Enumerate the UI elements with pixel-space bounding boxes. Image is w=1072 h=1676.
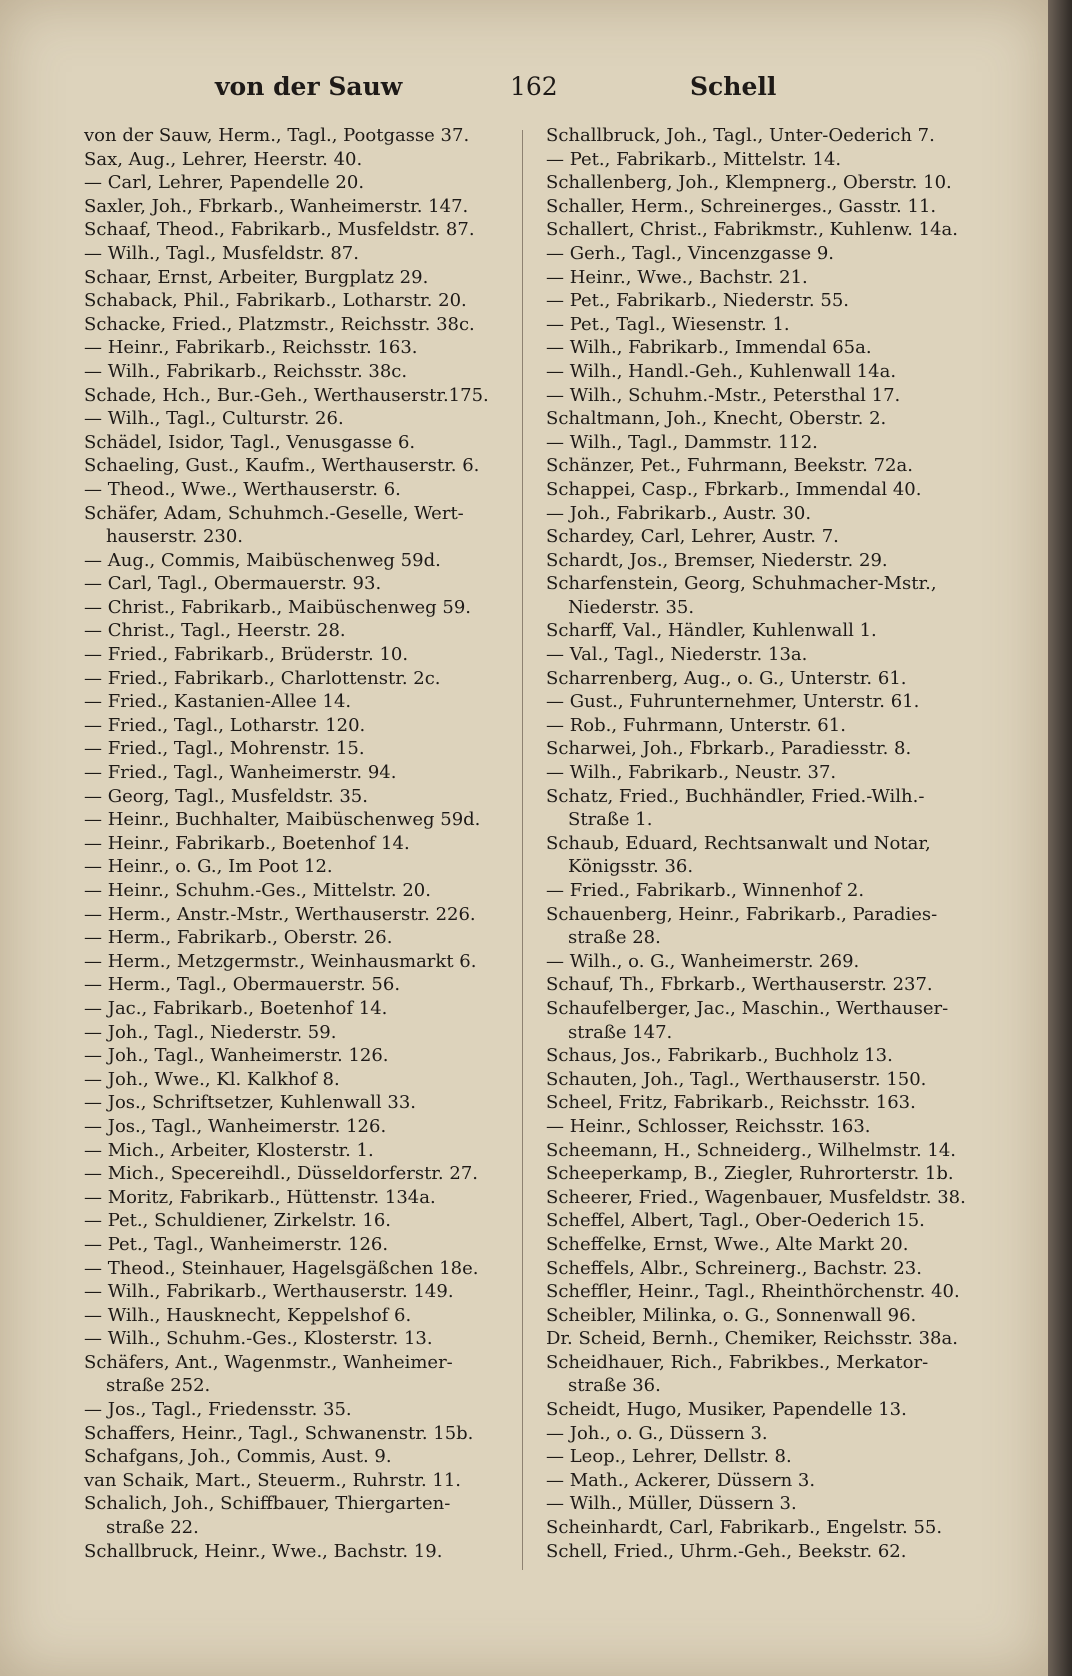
directory-entry: Schauenberg, Heinr., Fabrikarb., Paradies- bbox=[546, 903, 938, 925]
directory-entry: — Fried., Tagl., Mohrenstr. 15. bbox=[84, 738, 365, 760]
directory-entry: straße 36. bbox=[568, 1375, 661, 1397]
directory-entry: Schaffers, Heinr., Tagl., Schwanenstr. 15b. bbox=[84, 1422, 474, 1444]
directory-entry: — Wilh., Handl.-Geh., Kuhlenwall 14a. bbox=[546, 360, 897, 382]
directory-entry: Scheffler, Heinr., Tagl., Rheinthörchenstr. 40. bbox=[546, 1281, 960, 1303]
directory-entry: Saxler, Joh., Fbrkarb., Wanheimerstr. 147. bbox=[84, 195, 469, 217]
directory-entry: Schappei, Casp., Fbrkarb., Immendal 40. bbox=[546, 478, 922, 500]
directory-entry: — Wilh., Tagl., Dammstr. 112. bbox=[546, 431, 818, 453]
directory-entry: Scharrenberg, Aug., o. G., Unterstr. 61. bbox=[546, 667, 907, 689]
directory-entry: Schardt, Jos., Bremser, Niederstr. 29. bbox=[546, 549, 888, 571]
directory-entry: Schaub, Eduard, Rechtsanwalt und Notar, bbox=[546, 832, 931, 854]
directory-entry: Schell, Fried., Uhrm.-Geh., Beekstr. 62. bbox=[546, 1540, 907, 1562]
directory-entry: Scheffel, Albert, Tagl., Ober-Oederich 15. bbox=[546, 1210, 925, 1232]
directory-entry: — Aug., Commis, Maibüschenweg 59d. bbox=[84, 549, 441, 571]
directory-entry: Dr. Scheid, Bernh., Chemiker, Reichsstr. 38a. bbox=[546, 1328, 958, 1350]
directory-entry: — Herm., Anstr.-Mstr., Werthauserstr. 226. bbox=[84, 903, 476, 925]
directory-entry: Schaufelberger, Jac., Maschin., Werthauser- bbox=[546, 997, 949, 1019]
directory-entry: Schäfers, Ant., Wagenmstr., Wanheimer- bbox=[84, 1351, 453, 1373]
directory-entry: Schalich, Joh., Schiffbauer, Thiergarten- bbox=[84, 1493, 451, 1515]
directory-entry: — Fried., Fabrikarb., Brüderstr. 10. bbox=[84, 644, 409, 666]
directory-entry: — Wilh., o. G., Wanheimerstr. 269. bbox=[546, 950, 860, 972]
page-number: 162 bbox=[510, 72, 558, 101]
directory-entry: — Fried., Tagl., Lotharstr. 120. bbox=[84, 714, 366, 736]
directory-entry: Königsstr. 36. bbox=[568, 856, 694, 878]
directory-entry: Schallert, Christ., Fabrikmstr., Kuhlenw. 14a. bbox=[546, 219, 958, 241]
directory-entry: — Mich., Specereihdl., Düsseldorferstr. 27. bbox=[84, 1163, 478, 1185]
directory-entry: — Jos., Schriftsetzer, Kuhlenwall 33. bbox=[84, 1092, 417, 1114]
directory-entry: — Jos., Tagl., Wanheimerstr. 126. bbox=[84, 1115, 387, 1137]
directory-entry: — Heinr., Schlosser, Reichsstr. 163. bbox=[546, 1115, 871, 1137]
directory-entry: — Heinr., Schuhm.-Ges., Mittelstr. 20. bbox=[84, 880, 431, 901]
directory-entry: — Joh., Fabrikarb., Austr. 30. bbox=[546, 502, 812, 524]
directory-entry: — Herm., Tagl., Obermauerstr. 56. bbox=[84, 974, 401, 996]
directory-entry: von der Sauw, Herm., Tagl., Pootgasse 37. bbox=[84, 125, 470, 146]
directory-entry: Straße 1. bbox=[568, 809, 653, 831]
directory-entry: Scheerer, Fried., Wagenbauer, Musfeldstr. 38. bbox=[546, 1186, 966, 1208]
directory-entry: — Pet., Fabrikarb., Mittelstr. 14. bbox=[546, 148, 842, 170]
directory-entry: Schaaf, Theod., Fabrikarb., Musfeldstr. 87. bbox=[84, 219, 475, 241]
directory-entry: — Heinr., o. G., Im Poot 12. bbox=[84, 856, 333, 878]
directory-entry: straße 252. bbox=[106, 1375, 211, 1397]
directory-entry: — Wilh., Müller, Düssern 3. bbox=[546, 1493, 797, 1515]
directory-entry: — Rob., Fuhrmann, Unterstr. 61. bbox=[546, 714, 846, 736]
directory-entry: Scheidt, Hugo, Musiker, Papendelle 13. bbox=[546, 1399, 907, 1421]
directory-entry: — Christ., Fabrikarb., Maibüschenweg 59. bbox=[84, 596, 472, 618]
directory-entry: — Jos., Tagl., Friedensstr. 35. bbox=[84, 1399, 352, 1421]
directory-entry: — Heinr., Wwe., Bachstr. 21. bbox=[546, 266, 808, 288]
directory-entry: Scharfenstein, Georg, Schuhmacher-Mstr., bbox=[546, 573, 937, 595]
directory-entry: — Wilh., Schuhm.-Ges., Klosterstr. 13. bbox=[84, 1328, 433, 1350]
directory-entry: Scheinhardt, Carl, Fabrikarb., Engelstr. 55. bbox=[546, 1517, 943, 1539]
directory-entry: Schafgans, Joh., Commis, Aust. 9. bbox=[84, 1446, 392, 1468]
directory-entry: — Leop., Lehrer, Dellstr. 8. bbox=[546, 1446, 792, 1468]
page-header bbox=[90, 72, 980, 112]
directory-entry: — Wilh., Fabrikarb., Reichsstr. 38c. bbox=[84, 360, 408, 382]
directory-entry: — Theod., Steinhauer, Hagelsgäßchen 18e. bbox=[84, 1257, 479, 1279]
directory-entry: — Carl, Lehrer, Papendelle 20. bbox=[84, 172, 365, 194]
directory-entry: — Wilh., Fabrikarb., Neustr. 37. bbox=[546, 762, 837, 784]
directory-entry: Scheemann, H., Schneiderg., Wilhelmstr. 14. bbox=[546, 1139, 957, 1161]
directory-entry: — Herm., Fabrikarb., Oberstr. 26. bbox=[84, 927, 393, 949]
directory-entry: Schänzer, Pet., Fuhrmann, Beekstr. 72a. bbox=[546, 455, 913, 477]
column-divider bbox=[522, 130, 523, 1570]
directory-entry: straße 147. bbox=[568, 1021, 673, 1043]
directory-entry: — Fried., Tagl., Wanheimerstr. 94. bbox=[84, 762, 397, 784]
directory-entry: Schallenberg, Joh., Klempnerg., Oberstr. 10. bbox=[546, 172, 952, 194]
directory-entry: Schaltmann, Joh., Knecht, Oberstr. 2. bbox=[546, 408, 887, 430]
directory-entry: Schaeling, Gust., Kaufm., Werthauserstr. 6. bbox=[84, 455, 480, 477]
directory-entry: — Joh., Tagl., Niederstr. 59. bbox=[84, 1021, 337, 1043]
directory-entry: — Pet., Fabrikarb., Niederstr. 55. bbox=[546, 290, 849, 312]
directory-entry: — Pet., Schuldiener, Zirkelstr. 16. bbox=[84, 1210, 392, 1232]
directory-entry: — Gerh., Tagl., Vincenzgasse 9. bbox=[546, 242, 835, 264]
directory-entry: — Fried., Fabrikarb., Winnenhof 2. bbox=[546, 880, 865, 901]
directory-entry: — Pet., Tagl., Wiesenstr. 1. bbox=[546, 313, 790, 335]
directory-entry: Sax, Aug., Lehrer, Heerstr. 40. bbox=[84, 148, 363, 170]
directory-entry: Schaback, Phil., Fabrikarb., Lotharstr. 20. bbox=[84, 290, 467, 312]
directory-entry: — Heinr., Buchhalter, Maibüschenweg 59d. bbox=[84, 809, 481, 831]
directory-entry: — Theod., Wwe., Werthauserstr. 6. bbox=[84, 478, 401, 500]
directory-entry: — Joh., Tagl., Wanheimerstr. 126. bbox=[84, 1045, 389, 1067]
directory-entry: — Fried., Fabrikarb., Charlottenstr. 2c. bbox=[84, 667, 441, 689]
directory-entry: — Math., Ackerer, Düssern 3. bbox=[546, 1469, 816, 1491]
directory-entry: Scheibler, Milinka, o. G., Sonnenwall 96. bbox=[546, 1304, 917, 1326]
directory-entry: Schatz, Fried., Buchhändler, Fried.-Wilh.- bbox=[546, 785, 925, 807]
directory-entry: hauserstr. 230. bbox=[106, 526, 244, 548]
directory-entry: Scheffels, Albr., Schreinerg., Bachstr. 23. bbox=[546, 1257, 922, 1279]
directory-entry: — Mich., Arbeiter, Klosterstr. 1. bbox=[84, 1139, 374, 1161]
directory-entry: Scheidhauer, Rich., Fabrikbes., Merkator- bbox=[546, 1351, 929, 1373]
directory-entry: — Fried., Kastanien-Allee 14. bbox=[84, 691, 352, 713]
directory-entry: — Joh., o. G., Düssern 3. bbox=[546, 1422, 768, 1444]
directory-entry: — Wilh., Schuhm.-Mstr., Petersthal 17. bbox=[546, 384, 901, 406]
directory-entry: Schauten, Joh., Tagl., Werthauserstr. 150. bbox=[546, 1068, 927, 1090]
directory-entry: Schallbruck, Heinr., Wwe., Bachstr. 19. bbox=[84, 1540, 443, 1562]
directory-entry: — Christ., Tagl., Heerstr. 28. bbox=[84, 620, 346, 642]
directory-entry: Schardey, Carl, Lehrer, Austr. 7. bbox=[546, 526, 839, 548]
directory-entry: Scheffelke, Ernst, Wwe., Alte Markt 20. bbox=[546, 1233, 909, 1255]
directory-entry: — Jac., Fabrikarb., Boetenhof 14. bbox=[84, 997, 388, 1019]
directory-entry: Schädel, Isidor, Tagl., Venusgasse 6. bbox=[84, 431, 416, 453]
right-column bbox=[546, 124, 986, 1563]
directory-entry: — Carl, Tagl., Obermauerstr. 93. bbox=[84, 573, 382, 595]
directory-entry: — Gust., Fuhrunternehmer, Unterstr. 61. bbox=[546, 691, 920, 713]
directory-entry: van Schaik, Mart., Steuerm., Ruhrstr. 11. bbox=[84, 1469, 462, 1491]
directory-entry: Scharwei, Joh., Fbrkarb., Paradiesstr. 8. bbox=[546, 738, 912, 760]
directory-entry: — Heinr., Fabrikarb., Reichsstr. 163. bbox=[84, 337, 418, 359]
directory-entry: — Joh., Wwe., Kl. Kalkhof 8. bbox=[84, 1068, 340, 1090]
directory-entry: Scheel, Fritz, Fabrikarb., Reichsstr. 163. bbox=[546, 1092, 916, 1114]
directory-entry: — Georg, Tagl., Musfeldstr. 35. bbox=[84, 785, 368, 807]
directory-entry: — Heinr., Fabrikarb., Boetenhof 14. bbox=[84, 832, 410, 854]
page-edge-shadow bbox=[1048, 0, 1072, 1676]
directory-entry: Schaar, Ernst, Arbeiter, Burgplatz 29. bbox=[84, 266, 429, 288]
directory-entry: — Wilh., Fabrikarb., Werthauserstr. 149. bbox=[84, 1281, 454, 1303]
directory-entry: — Wilh., Hausknecht, Keppelshof 6. bbox=[84, 1304, 412, 1326]
directory-entry: straße 28. bbox=[568, 927, 661, 949]
directory-entry: — Pet., Tagl., Wanheimerstr. 126. bbox=[84, 1233, 389, 1255]
directory-entry: — Val., Tagl., Niederstr. 13a. bbox=[546, 644, 808, 666]
directory-entry: Schäfer, Adam, Schuhmch.-Geselle, Wert- bbox=[84, 502, 464, 524]
directory-entry: — Moritz, Fabrikarb., Hüttenstr. 134a. bbox=[84, 1186, 436, 1208]
directory-entry: — Wilh., Tagl., Musfeldstr. 87. bbox=[84, 242, 359, 264]
directory-entry: Scheeperkamp, B., Ziegler, Ruhrorterstr. 1b. bbox=[546, 1163, 954, 1185]
directory-entry: Schacke, Fried., Platzmstr., Reichsstr. 38c. bbox=[84, 313, 475, 335]
header-first-entry: von der Sauw bbox=[215, 72, 403, 101]
directory-entry: Schade, Hch., Bur.-Geh., Werthauserstr.175. bbox=[84, 384, 489, 406]
directory-entry: Scharff, Val., Händler, Kuhlenwall 1. bbox=[546, 620, 877, 642]
directory-entry: Schallbruck, Joh., Tagl., Unter-Oederich 7. bbox=[546, 125, 935, 146]
directory-entry: — Wilh., Fabrikarb., Immendal 65a. bbox=[546, 337, 872, 359]
directory-entry: Niederstr. 35. bbox=[568, 596, 695, 618]
directory-entry: Schaller, Herm., Schreinerges., Gasstr. 11. bbox=[546, 195, 937, 217]
directory-entry: Schaus, Jos., Fabrikarb., Buchholz 13. bbox=[546, 1045, 893, 1067]
left-column bbox=[84, 124, 519, 1563]
directory-entry: straße 22. bbox=[106, 1517, 199, 1539]
header-last-entry: Schell bbox=[690, 72, 777, 101]
directory-entry: — Wilh., Tagl., Culturstr. 26. bbox=[84, 408, 344, 430]
directory-entry: — Herm., Metzgermstr., Weinhausmarkt 6. bbox=[84, 950, 477, 972]
directory-entry: Schauf, Th., Fbrkarb., Werthauserstr. 237. bbox=[546, 974, 933, 996]
